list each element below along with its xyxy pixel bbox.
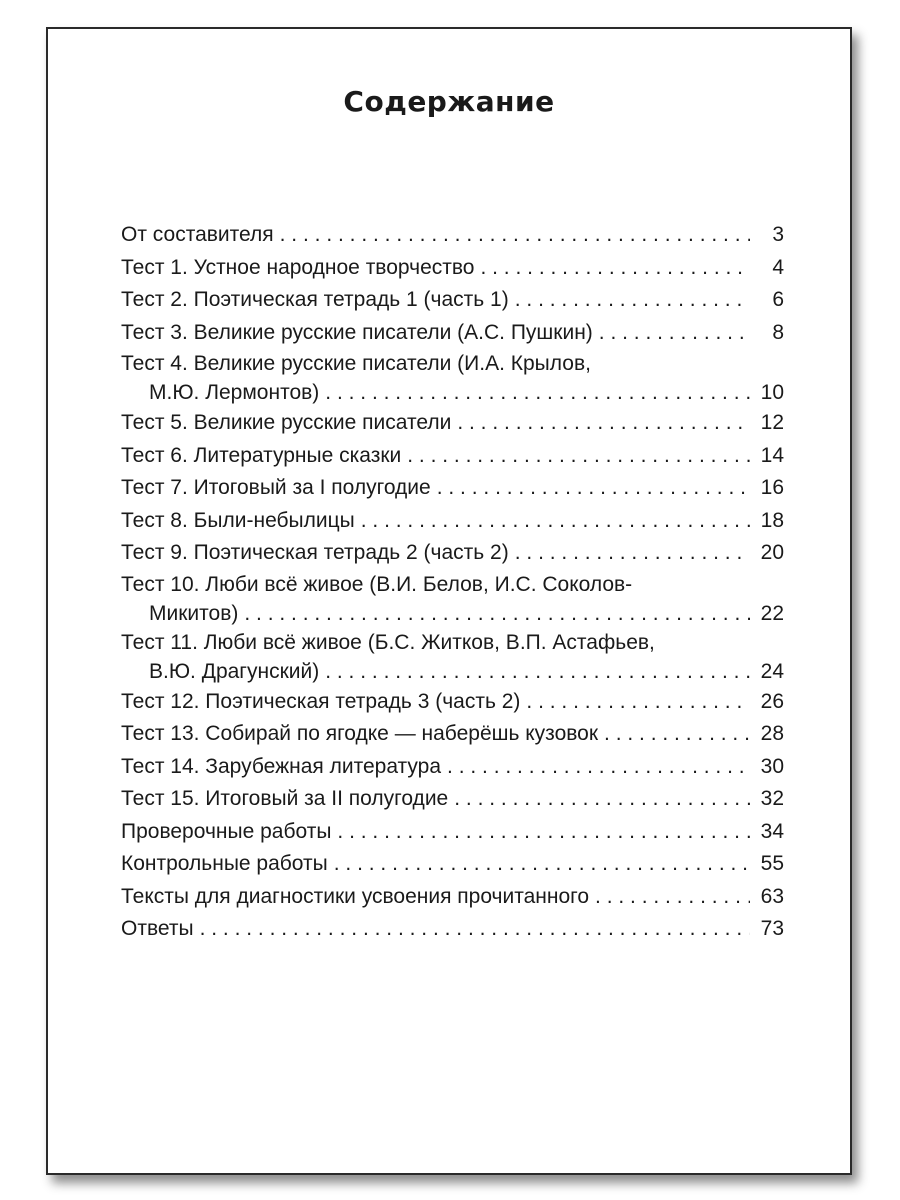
toc-entry-label: Тест 11. Люби всё живое (Б.С. Житков, В.П. Астафьев, (121, 630, 655, 654)
toc-entry-label: Тест 8. Были-небылицы (121, 508, 355, 532)
toc-entry (121, 816, 784, 849)
dot-leader (457, 407, 750, 440)
toc-entry-label: Контрольные работы (121, 852, 328, 875)
dot-leader (454, 783, 750, 816)
toc-entry (121, 628, 784, 686)
toc-entry-page: 20 (760, 541, 784, 564)
dot-leader (325, 658, 750, 686)
toc-entry-page: 63 (760, 884, 784, 908)
toc-entry (121, 881, 784, 914)
toc-entry-label: Тест 10. Люби всё живое (В.И. Белов, И.С. Соколов- (121, 572, 633, 596)
dot-leader (515, 537, 750, 570)
toc-entry-label: Тест 15. Итоговый за II полугодие (121, 787, 449, 810)
dot-leader (325, 379, 750, 407)
toc-entry-label: Тест 3. Великие русские писатели (А.С. Пушкин) (121, 320, 593, 344)
toc-entry-page: 3 (772, 223, 784, 246)
dot-leader (437, 472, 750, 505)
toc-entry-page: 12 (760, 411, 784, 434)
toc-entry-label-continued: Микитов) (149, 601, 239, 625)
toc-entry (121, 317, 784, 350)
toc-entry (121, 284, 784, 317)
dot-leader (447, 751, 750, 784)
toc-entry-page: 14 (760, 443, 784, 467)
toc-entry-label: Тест 4. Великие русские писатели (И.А. Крылов, (121, 352, 591, 375)
toc-entry (121, 686, 784, 719)
dot-leader (407, 440, 750, 473)
toc-entry-label: Тест 7. Итоговый за I полугодие (121, 476, 431, 499)
toc-entry-label: Тест 5. Великие русские писатели (121, 411, 452, 434)
toc-entry (121, 783, 784, 816)
toc-entry-page: 10 (760, 381, 784, 404)
table-of-contents (121, 219, 784, 946)
toc-entry (121, 537, 784, 570)
toc-entry-page: 8 (772, 320, 784, 344)
toc-entry-page: 55 (760, 852, 784, 875)
toc-entry (121, 751, 784, 784)
toc-entry-continuation (121, 379, 784, 407)
toc-entry (121, 407, 784, 440)
toc-entry-page: 6 (772, 288, 784, 311)
toc-entry (121, 505, 784, 538)
toc-entry-page: 32 (760, 787, 784, 810)
toc-entry-label: Тест 9. Поэтическая тетрадь 2 (часть 2) (121, 541, 509, 564)
toc-entry-page: 28 (760, 722, 784, 745)
toc-entry-page: 16 (760, 476, 784, 499)
toc-entry-label-continued: М.Ю. Лермонтов) (149, 381, 320, 404)
toc-entry (121, 472, 784, 505)
toc-entry-page: 4 (772, 255, 784, 279)
toc-entry (121, 349, 784, 407)
toc-entry-page: 24 (760, 659, 784, 683)
toc-entry-label-continued: В.Ю. Драгунский) (149, 659, 320, 683)
toc-entry (121, 913, 784, 946)
toc-entry-label: Тест 2. Поэтическая тетрадь 1 (часть 1) (121, 288, 509, 311)
toc-entry-page: 34 (760, 819, 784, 843)
toc-entry-continuation (121, 658, 784, 686)
toc-entry-label: Тексты для диагностики усвоения прочитанного (121, 884, 590, 908)
dot-leader (595, 881, 750, 914)
dot-leader (280, 219, 750, 252)
dot-leader (604, 718, 750, 751)
toc-entry (121, 252, 784, 285)
dot-leader (200, 913, 750, 946)
dot-leader (244, 600, 750, 628)
toc-entry (121, 440, 784, 473)
toc-entry-label: Тест 14. Зарубежная литература (121, 754, 442, 778)
dot-leader (334, 848, 750, 881)
toc-entry-label: Тест 12. Поэтическая тетрадь 3 (часть 2) (121, 689, 521, 713)
dot-leader (337, 816, 750, 849)
dot-leader (599, 317, 750, 350)
document-page (46, 27, 852, 1175)
toc-entry-label: От составителя (121, 223, 274, 246)
toc-entry-page: 26 (760, 689, 784, 713)
toc-entry-page: 22 (760, 601, 784, 625)
toc-entry-page: 73 (760, 917, 784, 940)
toc-entry-page: 30 (760, 754, 784, 778)
toc-entry (121, 570, 784, 628)
page-title: Содержание (343, 85, 555, 118)
toc-entry-label: Тест 6. Литературные сказки (121, 443, 402, 467)
dot-leader (526, 686, 750, 719)
toc-entry (121, 219, 784, 252)
dot-leader (480, 252, 750, 285)
dot-leader (515, 284, 750, 317)
toc-entry-label: Ответы (121, 917, 194, 940)
toc-entry (121, 848, 784, 881)
toc-entry-label: Тест 13. Собирай по ягодке — наберёшь кузовок (121, 722, 599, 745)
toc-entry-page: 18 (760, 508, 784, 532)
toc-entry-continuation (121, 600, 784, 628)
dot-leader (361, 505, 750, 538)
toc-entry (121, 718, 784, 751)
toc-entry-label: Проверочные работы (121, 819, 332, 843)
toc-entry-label: Тест 1. Устное народное творчество (121, 255, 475, 279)
